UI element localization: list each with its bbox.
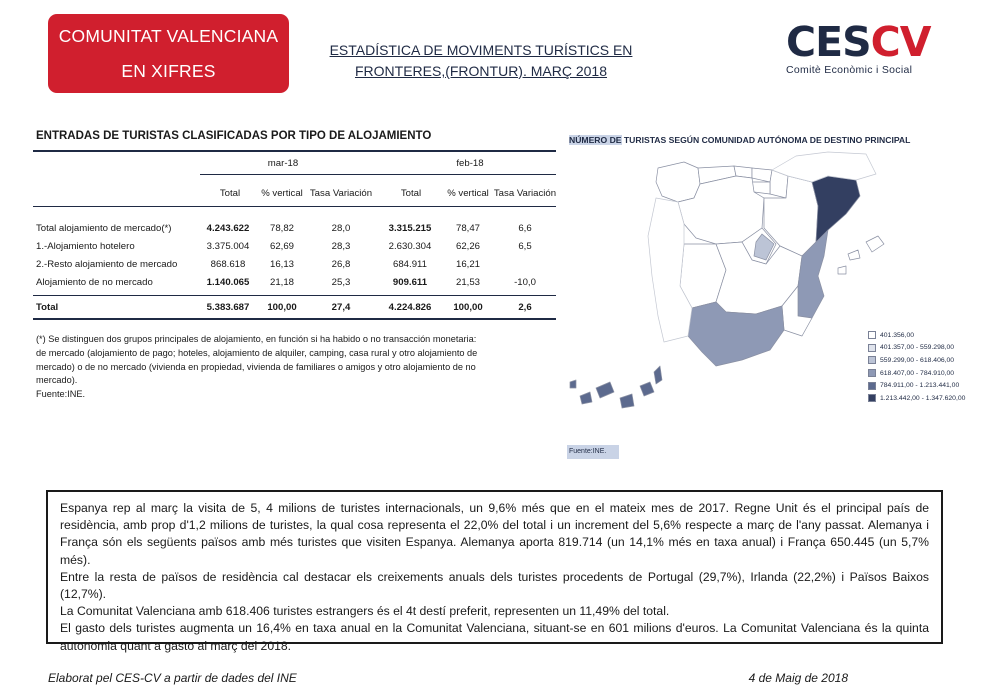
footer-date: 4 de Maig de 2018 [748, 671, 848, 685]
legend-label: 618.407,00 - 784.910,00 [880, 369, 955, 377]
table-cell: 16,21 [455, 259, 480, 270]
table-cell: 28,0 [331, 223, 351, 234]
legend-label: 401.356,00 [880, 331, 915, 339]
table-title: ENTRADAS DE TURISTAS CLASIFICADAS POR TIPO DE ALOJAMIENTO [36, 130, 432, 142]
table-cell: 3.315.215 [388, 223, 432, 234]
total-cell: 2,6 [518, 302, 532, 313]
ces-cv-logo [786, 18, 931, 82]
legend-item [868, 392, 965, 405]
legend-swatch [868, 369, 876, 377]
table-cell: 6,6 [518, 223, 532, 234]
table-cell: 78,47 [455, 223, 480, 234]
region-canarias [570, 366, 662, 408]
region-badge [48, 14, 289, 93]
document-title-line-1: ESTADÍSTICA DE MOVIMENTS TURÍSTICS EN [329, 42, 633, 58]
table-cell: -10,0 [514, 277, 536, 288]
legend-label: 1.213.442,00 - 1.347.620,00 [880, 394, 966, 402]
legend-item [868, 354, 965, 367]
table-cell: 62,26 [455, 241, 480, 252]
region-cataluna [812, 176, 860, 242]
map-title [569, 135, 910, 145]
logo-subtitle: Comitè Econòmic i Social [786, 64, 913, 76]
table-cell: 909.611 [392, 277, 428, 288]
table-cell: 684.911 [393, 259, 427, 270]
legend-label: 401.357,00 - 559.298,00 [880, 344, 955, 352]
region-baleares [866, 236, 884, 252]
legend-swatch [868, 331, 876, 339]
legend-label: 559.299,00 - 618.406,00 [880, 356, 955, 364]
spain-choropleth-map [566, 146, 886, 442]
map-legend [868, 329, 965, 405]
table-footnote [36, 333, 536, 402]
summary-paragraph: El gasto dels turistes augmenta un 16,4% en taxa anual en la Comunitat Valenciana, situant-se en 601 milions d'euros. La Comunitat Valenciana és la quinta autonomia quant a gasto al març del 2018. [60, 621, 929, 653]
period-rule [200, 174, 556, 175]
legend-item [868, 379, 965, 392]
table-cell: 21,53 [455, 277, 480, 288]
col-header-variation-mar: Tasa Variación [309, 188, 373, 199]
summary-box [46, 490, 943, 653]
row-label: 1.-Alojamiento hotelero [36, 241, 135, 252]
badge-line-2: EN XIFRES [121, 60, 216, 81]
table-cell: 78,82 [269, 223, 294, 234]
summary-paragraph: Espanya rep al març la visita de 5, 4 milions de turistes internacionals, un 9,6% més que en el mateix mes de 2017. Regne Unit és el principal país de residència, amb prop d'1,2 milions de turistes, la qual cosa representa el 22,0% del total i un increment del 5,6% respecte a març de l'any passat. Alemanya i França són els següents països amb més turistes que visiten Espanya. Alemanya aporta 819.714 (un 14,1% més en taxa anual) i França 650.445 (un 5,7% més). [60, 501, 929, 567]
footnote-line: de mercado (alojamiento de pago; hoteles, alojamiento de alquiler, camping, casa rural y otro alojamiento de [36, 347, 478, 358]
table-top-rule [33, 150, 556, 152]
period-header-mar: mar-18 [267, 158, 299, 169]
total-row-label: Total [36, 302, 59, 313]
period-header-feb: feb-18 [456, 158, 484, 169]
map-source: Fuente:INE. [567, 445, 619, 459]
legend-item [868, 342, 965, 355]
table-cell: 2.630.304 [388, 241, 432, 252]
legend-swatch [868, 394, 876, 402]
badge-line-1: COMUNITAT VALENCIANA [58, 25, 279, 46]
footer-credit: Elaborat pel CES-CV a partir de dades del INE [48, 671, 297, 685]
logo-mark [786, 18, 931, 66]
table-cell: 868.618 [210, 259, 246, 270]
row-label: Total alojamiento de mercado(*) [36, 223, 172, 234]
footnote-line: mercado). [36, 375, 78, 386]
col-header-variation-feb: Tasa Variación [493, 188, 557, 199]
table-cell: 62,69 [269, 241, 294, 252]
table-cell: 3.375.004 [206, 241, 250, 252]
table-bottom-rule [33, 318, 556, 320]
legend-swatch [868, 356, 876, 364]
row-label: 2.-Resto alojamiento de mercado [36, 259, 178, 270]
legend-item [868, 329, 965, 342]
map-title-highlight: NÚMERO DE [569, 135, 622, 145]
map-title-rest: TURISTAS SEGÚN COMUNIDAD AUTÓNOMA DE DESTINO PRINCIPAL [621, 135, 911, 145]
total-cell: 27,4 [331, 302, 351, 313]
col-header-vertical-feb: % vertical [447, 188, 489, 199]
region-galicia [656, 162, 700, 202]
table-cell: 6,5 [518, 241, 532, 252]
summary-paragraph: Entre la resta de països de residència cal destacar els creixements anuals dels turistes procedents de Portugal (29,7%), Irlanda (22,2%) i Països Baixos (12,7%). [60, 569, 929, 602]
total-cell: 100,00 [267, 302, 297, 313]
total-rule-top [33, 295, 556, 296]
document-title [322, 40, 640, 82]
legend-item [868, 367, 965, 380]
legend-label: 784.911,00 - 1.213.441,00 [880, 382, 960, 390]
header-rule [33, 206, 556, 207]
table-cell: 26,8 [331, 259, 351, 270]
col-header-total-mar: Total [219, 188, 241, 199]
table-source: Fuente:INE. [36, 389, 86, 400]
table-cell: 16,13 [269, 259, 294, 270]
table-cell: 21,18 [269, 277, 294, 288]
total-cell: 100,00 [453, 302, 483, 313]
logo-part-2: CV [870, 18, 931, 66]
table-cell: 1.140.065 [206, 277, 250, 288]
region-pais-vasco [752, 168, 772, 182]
summary-paragraph: La Comunitat Valenciana amb 618.406 turistes estrangers és el 4t destí preferit, representen un 11,49% del total. [60, 604, 670, 619]
col-header-total-feb: Total [400, 188, 422, 199]
row-label: Alojamiento de no mercado [36, 277, 153, 288]
table-cell: 4.243.622 [206, 223, 250, 234]
logo-part-1: CES [786, 18, 871, 66]
total-cell: 4.224.826 [388, 302, 432, 313]
footnote-line: (*) Se distinguen dos grupos principales de alojamiento, en función si ha habido o no transacción monetaria: [36, 334, 477, 344]
document-title-line-2: FRONTERES,(FRONTUR). MARÇ 2018 [354, 63, 608, 79]
footnote-line: mercado) o de no mercado (vivienda en propiedad, vivienda de familiares o amigos y otro alojamiento de no [36, 361, 476, 372]
legend-swatch [868, 382, 876, 390]
legend-swatch [868, 344, 876, 352]
col-header-vertical-mar: % vertical [261, 188, 303, 199]
total-cell: 5.383.687 [206, 302, 250, 313]
table-cell: 25,3 [331, 277, 351, 288]
table-cell: 28,3 [331, 241, 351, 252]
